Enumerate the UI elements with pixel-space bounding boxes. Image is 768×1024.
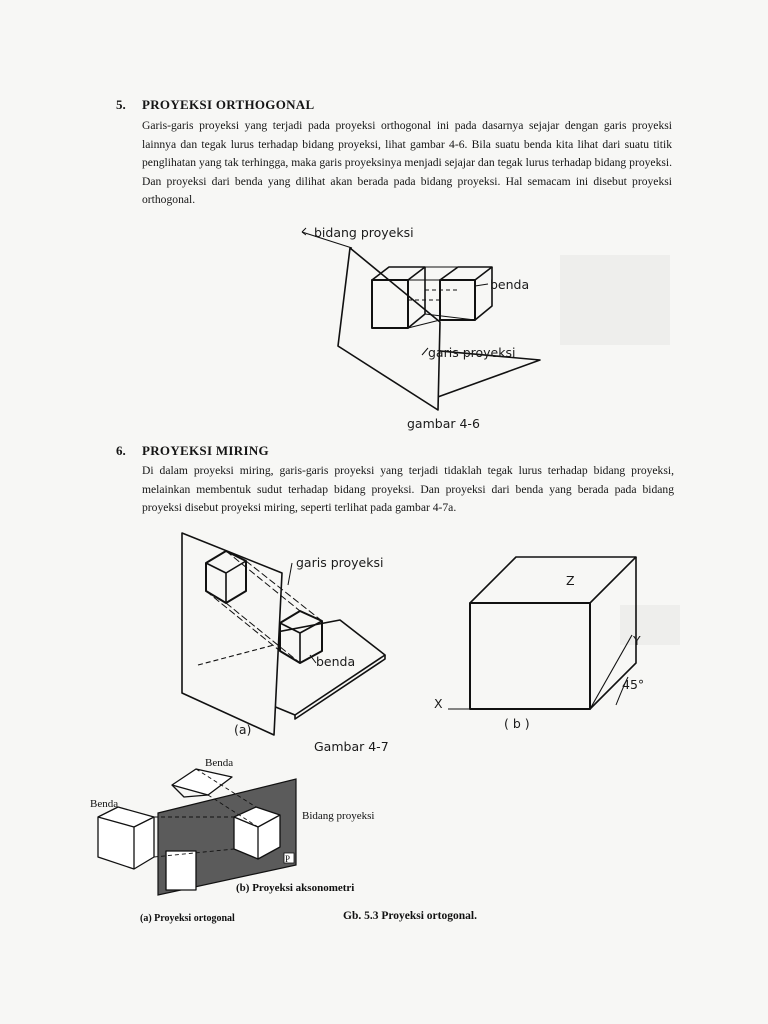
label-garis-proyeksi: garis proyeksi bbox=[428, 345, 516, 360]
sub-label-b: ( b ) bbox=[504, 716, 530, 731]
section-paragraph: Di dalam proyeksi miring, garis-garis proyeksi yang terjadi tidaklah tegak lurus terhadap bidang proyeksi, melainkan membentuk sudut terhadap bidang proyeksi. Dan proyeksi dari benda yang berada pada bidang proyeksi disebut proyeksi miring, seperti terlihat pada gambar 4-7a. bbox=[142, 464, 674, 515]
section-number: 6. bbox=[116, 443, 126, 458]
label-bidang-proyeksi: bidang proyeksi bbox=[314, 225, 414, 240]
sub-label-a: (a) Proyeksi ortogonal bbox=[140, 913, 235, 924]
axis-box bbox=[470, 603, 590, 709]
figure-caption: gambar 4-6 bbox=[407, 416, 480, 431]
object-cube bbox=[440, 280, 475, 320]
label-bidang-proyeksi: Bidang proyeksi bbox=[302, 810, 375, 822]
sub-label-b: (b) Proyeksi aksonometri bbox=[236, 882, 355, 894]
section-title: PROYEKSI MIRING bbox=[142, 443, 269, 458]
projected-square-left bbox=[166, 851, 196, 890]
section-number: 5. bbox=[116, 97, 126, 112]
object-cube-left bbox=[98, 807, 154, 869]
axis-label-y: Y bbox=[633, 633, 641, 648]
plane-letter: P bbox=[285, 854, 291, 864]
figure-oblique-projection bbox=[170, 525, 670, 755]
figure-caption: Gambar 4-7 bbox=[314, 739, 389, 754]
axis-label-x: X bbox=[434, 696, 443, 711]
label-benda: benda bbox=[490, 277, 530, 292]
projected-cube-right bbox=[234, 807, 280, 859]
label-benda-top: Benda bbox=[205, 757, 234, 769]
section-paragraph: Garis-garis proyeksi yang terjadi pada proyeksi orthogonal ini pada dasarnya sejajar dengan garis proyeksi lainnya dan tegak lurus terhadap bidang proyeksi, lihat gambar 4-6. Bila suatu benda kita lihat dari suatu titik penglihatan yang tak terhingga, maka garis proyeksinya menjadi sejajar dan tegak lurus terhadap bidang proyeksi. Dan proyeksi dari benda yang dilihat akan berada pada bidang proyeksi. Hal semacam ini disebut proyeksi orthogonal. bbox=[142, 119, 672, 207]
label-garis-proyeksi: garis proyeksi bbox=[296, 555, 384, 570]
sub-label-a: (a) bbox=[234, 722, 252, 737]
figure-orthogonal-axonometric bbox=[88, 755, 508, 930]
section-title: PROYEKSI ORTHOGONAL bbox=[142, 97, 315, 112]
label-benda: benda bbox=[316, 654, 356, 669]
axis-label-z: Z bbox=[566, 573, 575, 588]
projection-plane bbox=[182, 533, 282, 735]
figure-caption: Gb. 5.3 Proyeksi ortogonal. bbox=[343, 910, 477, 922]
angle-label: 45° bbox=[622, 677, 645, 692]
figure-orthogonal-projection bbox=[290, 220, 580, 440]
label-benda-left: Benda bbox=[90, 798, 119, 810]
